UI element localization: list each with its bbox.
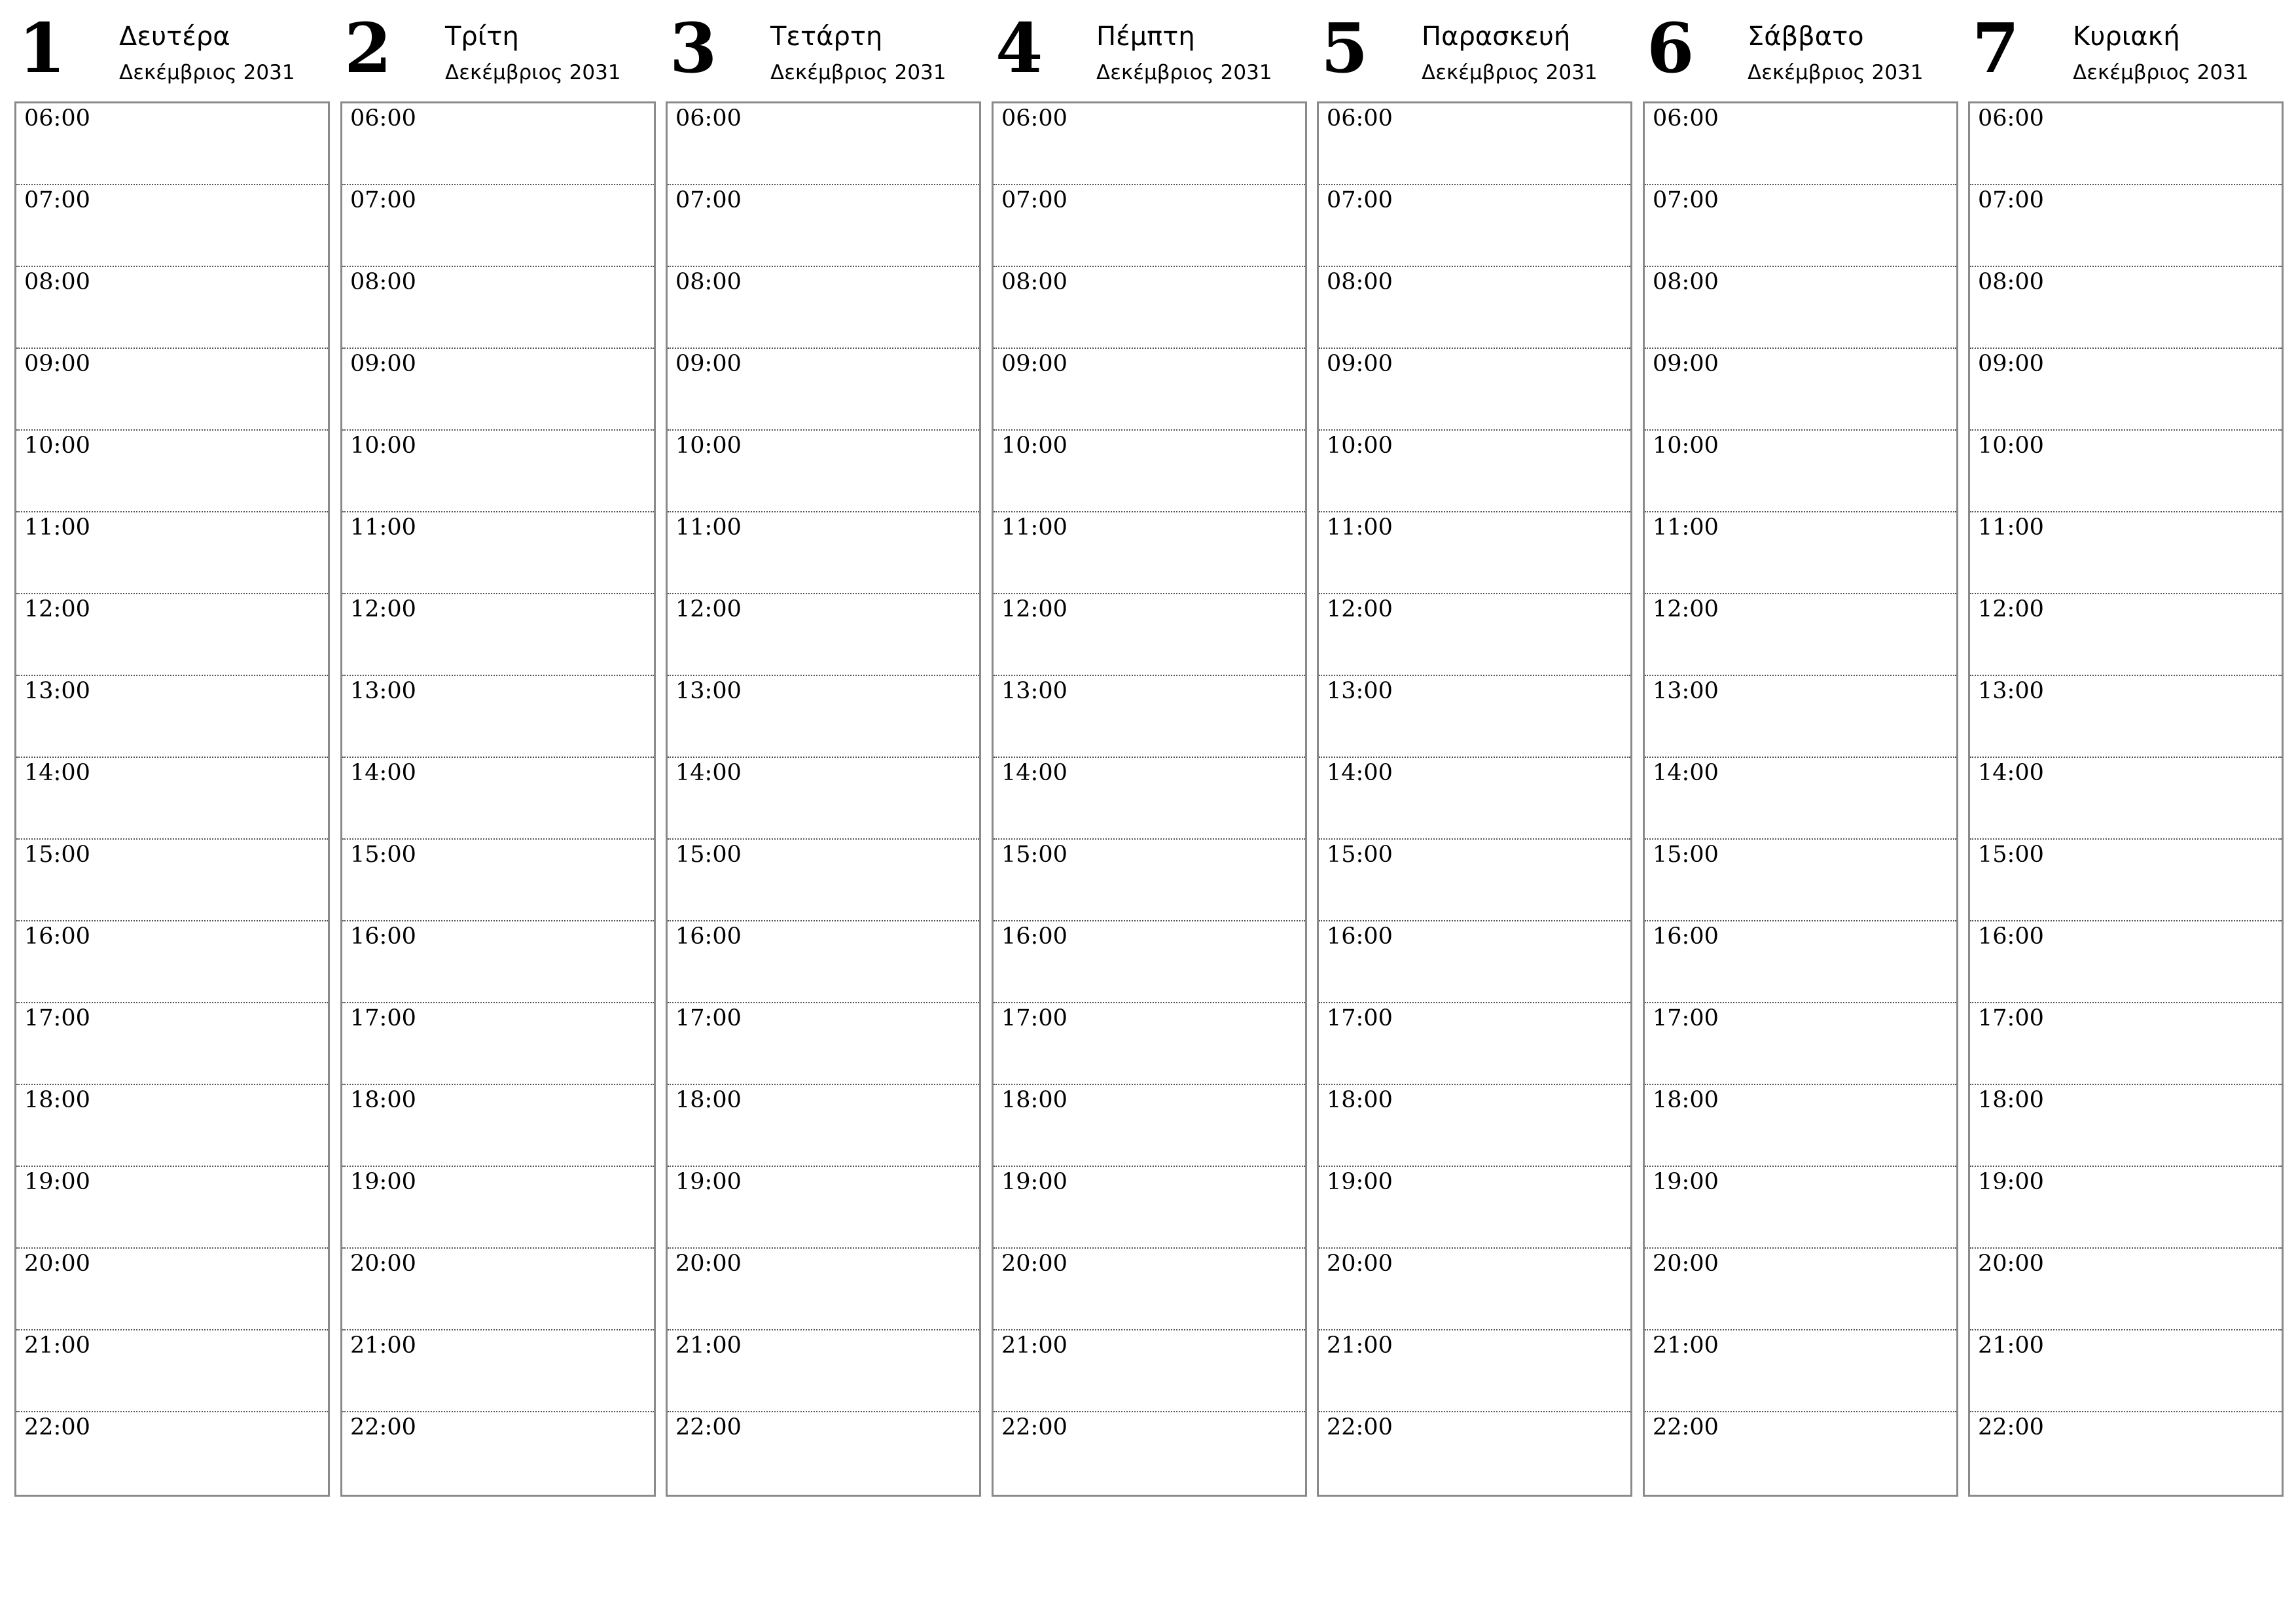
hour-slot[interactable]	[1319, 431, 1630, 512]
hour-label: 18:00	[1653, 1087, 1719, 1113]
hour-slot[interactable]	[668, 103, 979, 185]
hour-label: 11:00	[1978, 514, 2044, 541]
hour-slot[interactable]	[16, 1003, 328, 1085]
hour-label: 11:00	[350, 514, 416, 541]
hour-slot[interactable]	[1970, 840, 2282, 921]
hour-label: 17:00	[1653, 1005, 1719, 1031]
hour-label: 07:00	[24, 187, 90, 213]
hour-label: 13:00	[1327, 678, 1393, 704]
hour-slot[interactable]	[1970, 349, 2282, 431]
hour-slot[interactable]	[1645, 267, 1956, 349]
day-month-label: Δεκέμβριος 2031	[1096, 61, 1272, 84]
day-header	[666, 0, 980, 98]
hour-slot[interactable]	[1970, 1085, 2282, 1167]
hour-label: 18:00	[24, 1087, 90, 1113]
hour-label: 07:00	[675, 187, 742, 213]
hour-slot[interactable]	[1970, 431, 2282, 512]
hour-slot[interactable]	[16, 512, 328, 594]
hour-label: 10:00	[350, 433, 416, 459]
hour-slot[interactable]	[342, 676, 654, 758]
hour-slot[interactable]	[668, 1167, 979, 1249]
hour-slot[interactable]	[668, 267, 979, 349]
hour-label: 16:00	[1001, 923, 1067, 950]
day-number: 4	[996, 8, 1043, 88]
hour-label: 20:00	[675, 1251, 742, 1277]
hour-label: 09:00	[675, 351, 742, 377]
hour-slot[interactable]	[668, 1085, 979, 1167]
hour-slot[interactable]	[1645, 1003, 1956, 1085]
day-schedule-box	[1643, 101, 1958, 1497]
day-header	[1643, 0, 1957, 98]
hour-slot[interactable]	[1645, 1412, 1956, 1495]
hour-slot[interactable]	[994, 1412, 1305, 1495]
hour-label: 12:00	[1653, 596, 1719, 622]
hour-slot[interactable]	[668, 512, 979, 594]
hour-label: 08:00	[1978, 269, 2044, 295]
day-schedule-box	[1968, 101, 2284, 1497]
hour-slot[interactable]	[342, 1330, 654, 1412]
hour-label: 13:00	[350, 678, 416, 704]
hour-label: 19:00	[1001, 1169, 1067, 1195]
hour-label: 14:00	[350, 760, 416, 786]
hour-slot[interactable]	[668, 921, 979, 1003]
hour-label: 13:00	[1001, 678, 1067, 704]
hour-label: 11:00	[675, 514, 742, 541]
hour-slot[interactable]	[342, 349, 654, 431]
hour-slot[interactable]	[342, 1249, 654, 1330]
hour-slot[interactable]	[16, 840, 328, 921]
hour-slot[interactable]	[1319, 921, 1630, 1003]
day-month-label: Δεκέμβριος 2031	[1422, 61, 1598, 84]
hour-label: 13:00	[1653, 678, 1719, 704]
hour-label: 20:00	[1001, 1251, 1067, 1277]
hour-label: 16:00	[24, 923, 90, 950]
hour-label: 15:00	[1001, 842, 1067, 868]
hour-label: 16:00	[1653, 923, 1719, 950]
hour-slot[interactable]	[994, 267, 1305, 349]
hour-label: 18:00	[1001, 1087, 1067, 1113]
hour-label: 07:00	[1978, 187, 2044, 213]
hour-label: 22:00	[1327, 1414, 1393, 1440]
hour-slot[interactable]	[1970, 185, 2282, 267]
hour-label: 12:00	[1327, 596, 1393, 622]
hour-slot[interactable]	[1645, 921, 1956, 1003]
hour-label: 21:00	[675, 1332, 742, 1359]
hour-slot[interactable]	[668, 1003, 979, 1085]
hour-slot[interactable]	[16, 594, 328, 676]
day-schedule-box	[992, 101, 1307, 1497]
hour-label: 14:00	[1001, 760, 1067, 786]
hour-slot[interactable]	[1970, 594, 2282, 676]
hour-label: 06:00	[1001, 105, 1067, 132]
hour-label: 10:00	[1653, 433, 1719, 459]
hour-slot[interactable]	[668, 1412, 979, 1495]
hour-slot[interactable]	[342, 103, 654, 185]
day-month-label: Δεκέμβριος 2031	[119, 61, 295, 84]
hour-slot[interactable]	[1970, 1003, 2282, 1085]
hour-label: 08:00	[1653, 269, 1719, 295]
day-number: 5	[1321, 8, 1369, 88]
hour-slot[interactable]	[994, 349, 1305, 431]
hour-slot[interactable]	[1970, 1249, 2282, 1330]
hour-slot[interactable]	[16, 103, 328, 185]
hour-slot[interactable]	[994, 676, 1305, 758]
hour-slot[interactable]	[1319, 758, 1630, 840]
hour-slot[interactable]	[16, 267, 328, 349]
hour-slot[interactable]	[342, 1167, 654, 1249]
hour-slot[interactable]	[1970, 267, 2282, 349]
day-column	[1317, 0, 1631, 1505]
day-month-label: Δεκέμβριος 2031	[2073, 61, 2249, 84]
hour-slot[interactable]	[994, 1003, 1305, 1085]
hour-label: 21:00	[24, 1332, 90, 1359]
hour-slot[interactable]	[1970, 758, 2282, 840]
hour-slot[interactable]	[16, 921, 328, 1003]
hour-label: 12:00	[350, 596, 416, 622]
hour-label: 06:00	[1653, 105, 1719, 132]
hour-label: 22:00	[24, 1414, 90, 1440]
hour-slot[interactable]	[342, 1085, 654, 1167]
hour-label: 13:00	[24, 678, 90, 704]
hour-label: 15:00	[1653, 842, 1719, 868]
hour-label: 22:00	[1653, 1414, 1719, 1440]
hour-label: 07:00	[1001, 187, 1067, 213]
hour-label: 20:00	[1327, 1251, 1393, 1277]
hour-slot[interactable]	[1645, 1330, 1956, 1412]
hour-label: 07:00	[1327, 187, 1393, 213]
hour-label: 20:00	[24, 1251, 90, 1277]
day-header	[1968, 0, 2282, 98]
hour-label: 16:00	[675, 923, 742, 950]
hour-slot[interactable]	[342, 267, 654, 349]
day-month-label: Δεκέμβριος 2031	[770, 61, 946, 84]
hour-slot[interactable]	[1319, 512, 1630, 594]
hour-label: 06:00	[24, 105, 90, 132]
hour-slot[interactable]	[1319, 1003, 1630, 1085]
hour-label: 12:00	[675, 596, 742, 622]
hour-slot[interactable]	[668, 676, 979, 758]
hour-label: 08:00	[24, 269, 90, 295]
hour-label: 10:00	[1001, 433, 1067, 459]
hour-slot[interactable]	[1970, 1167, 2282, 1249]
hour-label: 10:00	[675, 433, 742, 459]
hour-label: 10:00	[24, 433, 90, 459]
hour-label: 20:00	[1653, 1251, 1719, 1277]
hour-slot[interactable]	[16, 676, 328, 758]
hour-label: 12:00	[24, 596, 90, 622]
day-column	[992, 0, 1306, 1505]
hour-label: 12:00	[1001, 596, 1067, 622]
hour-slot[interactable]	[994, 840, 1305, 921]
hour-slot[interactable]	[1645, 431, 1956, 512]
day-number: 6	[1647, 8, 1695, 88]
hour-label: 15:00	[1327, 842, 1393, 868]
hour-label: 06:00	[675, 105, 742, 132]
hour-slot[interactable]	[994, 512, 1305, 594]
day-name: Τετάρτη	[770, 22, 883, 52]
hour-label: 22:00	[675, 1414, 742, 1440]
hour-label: 13:00	[675, 678, 742, 704]
day-header	[340, 0, 655, 98]
hour-label: 18:00	[350, 1087, 416, 1113]
hour-label: 18:00	[675, 1087, 742, 1113]
hour-label: 19:00	[350, 1169, 416, 1195]
day-name: Πέμπτη	[1096, 22, 1195, 52]
hour-slot[interactable]	[1319, 1085, 1630, 1167]
hour-label: 09:00	[24, 351, 90, 377]
hour-label: 14:00	[675, 760, 742, 786]
hour-slot[interactable]	[994, 103, 1305, 185]
hour-label: 17:00	[1978, 1005, 2044, 1031]
hour-label: 15:00	[1978, 842, 2044, 868]
day-schedule-box	[666, 101, 981, 1497]
hour-label: 14:00	[1978, 760, 2044, 786]
hour-label: 15:00	[350, 842, 416, 868]
hour-label: 19:00	[1653, 1169, 1719, 1195]
hour-slot[interactable]	[668, 349, 979, 431]
hour-label: 18:00	[1327, 1087, 1393, 1113]
hour-label: 19:00	[675, 1169, 742, 1195]
hour-label: 09:00	[1978, 351, 2044, 377]
hour-label: 08:00	[350, 269, 416, 295]
hour-slot[interactable]	[1970, 921, 2282, 1003]
hour-slot[interactable]	[1645, 1085, 1956, 1167]
hour-slot[interactable]	[342, 840, 654, 921]
day-number: 3	[670, 8, 717, 88]
hour-label: 14:00	[24, 760, 90, 786]
hour-slot[interactable]	[1645, 1249, 1956, 1330]
hour-slot[interactable]	[1970, 1412, 2282, 1495]
hour-label: 09:00	[1653, 351, 1719, 377]
day-column	[666, 0, 980, 1505]
hour-slot[interactable]	[1319, 594, 1630, 676]
hour-label: 21:00	[350, 1332, 416, 1359]
hour-label: 11:00	[1653, 514, 1719, 541]
hour-label: 17:00	[24, 1005, 90, 1031]
hour-slot[interactable]	[994, 431, 1305, 512]
hour-slot[interactable]	[16, 349, 328, 431]
hour-slot[interactable]	[342, 1412, 654, 1495]
hour-slot[interactable]	[342, 185, 654, 267]
day-column	[14, 0, 329, 1505]
hour-label: 12:00	[1978, 596, 2044, 622]
hour-slot[interactable]	[668, 431, 979, 512]
hour-label: 16:00	[1327, 923, 1393, 950]
hour-slot[interactable]	[1319, 267, 1630, 349]
hour-label: 13:00	[1978, 678, 2044, 704]
hour-slot[interactable]	[1645, 103, 1956, 185]
hour-slot[interactable]	[342, 758, 654, 840]
day-month-label: Δεκέμβριος 2031	[1748, 61, 1924, 84]
hour-label: 09:00	[350, 351, 416, 377]
day-column	[340, 0, 655, 1505]
day-name: Σάββατο	[1748, 22, 1864, 52]
hour-slot[interactable]	[994, 1330, 1305, 1412]
day-month-label: Δεκέμβριος 2031	[445, 61, 621, 84]
hour-slot[interactable]	[342, 431, 654, 512]
hour-slot[interactable]	[994, 1249, 1305, 1330]
hour-label: 19:00	[24, 1169, 90, 1195]
hour-label: 07:00	[350, 187, 416, 213]
hour-slot[interactable]	[1645, 594, 1956, 676]
hour-slot[interactable]	[668, 758, 979, 840]
hour-slot[interactable]	[1319, 103, 1630, 185]
hour-slot[interactable]	[342, 1003, 654, 1085]
hour-slot[interactable]	[994, 921, 1305, 1003]
hour-label: 20:00	[1978, 1251, 2044, 1277]
hour-slot[interactable]	[994, 185, 1305, 267]
hour-slot[interactable]	[1645, 1167, 1956, 1249]
hour-label: 21:00	[1653, 1332, 1719, 1359]
hour-label: 10:00	[1327, 433, 1393, 459]
hour-label: 19:00	[1978, 1169, 2044, 1195]
hour-label: 17:00	[350, 1005, 416, 1031]
hour-label: 06:00	[1327, 105, 1393, 132]
hour-slot[interactable]	[1645, 349, 1956, 431]
hour-slot[interactable]	[16, 1249, 328, 1330]
hour-slot[interactable]	[1319, 1249, 1630, 1330]
day-schedule-box	[14, 101, 330, 1497]
hour-slot[interactable]	[1970, 676, 2282, 758]
hour-label: 06:00	[350, 105, 416, 132]
hour-slot[interactable]	[1970, 1330, 2282, 1412]
hour-slot[interactable]	[668, 1330, 979, 1412]
hour-slot[interactable]	[1319, 840, 1630, 921]
hour-slot[interactable]	[1319, 1167, 1630, 1249]
hour-label: 19:00	[1327, 1169, 1393, 1195]
day-header	[992, 0, 1306, 98]
hour-slot[interactable]	[994, 758, 1305, 840]
hour-slot[interactable]	[1645, 512, 1956, 594]
hour-label: 17:00	[675, 1005, 742, 1031]
hour-label: 06:00	[1978, 105, 2044, 132]
hour-label: 15:00	[675, 842, 742, 868]
hour-label: 17:00	[1001, 1005, 1067, 1031]
weekly-planner	[14, 0, 2284, 1505]
hour-label: 11:00	[24, 514, 90, 541]
hour-slot[interactable]	[16, 1330, 328, 1412]
hour-slot[interactable]	[16, 431, 328, 512]
hour-label: 21:00	[1978, 1332, 2044, 1359]
hour-slot[interactable]	[16, 1412, 328, 1495]
hour-slot[interactable]	[1319, 1412, 1630, 1495]
hour-label: 09:00	[1327, 351, 1393, 377]
hour-label: 08:00	[1001, 269, 1067, 295]
day-schedule-box	[340, 101, 656, 1497]
hour-label: 20:00	[350, 1251, 416, 1277]
day-number: 1	[18, 8, 66, 88]
hour-label: 14:00	[1653, 760, 1719, 786]
day-number: 2	[344, 8, 392, 88]
day-header	[1317, 0, 1631, 98]
hour-label: 21:00	[1327, 1332, 1393, 1359]
day-number: 7	[1972, 8, 2020, 88]
hour-label: 10:00	[1978, 433, 2044, 459]
hour-label: 22:00	[1978, 1414, 2044, 1440]
hour-slot[interactable]	[668, 594, 979, 676]
day-name: Κυριακή	[2073, 22, 2180, 52]
hour-slot[interactable]	[994, 594, 1305, 676]
hour-label: 21:00	[1001, 1332, 1067, 1359]
hour-slot[interactable]	[1319, 676, 1630, 758]
day-column	[1643, 0, 1957, 1505]
hour-label: 17:00	[1327, 1005, 1393, 1031]
hour-label: 22:00	[350, 1414, 416, 1440]
hour-slot[interactable]	[994, 1167, 1305, 1249]
hour-slot[interactable]	[342, 594, 654, 676]
hour-slot[interactable]	[1645, 185, 1956, 267]
day-name: Παρασκευή	[1422, 22, 1571, 52]
hour-slot[interactable]	[1645, 758, 1956, 840]
hour-slot[interactable]	[1970, 103, 2282, 185]
hour-slot[interactable]	[16, 185, 328, 267]
hour-label: 16:00	[1978, 923, 2044, 950]
hour-label: 18:00	[1978, 1087, 2044, 1113]
hour-slot[interactable]	[668, 1249, 979, 1330]
hour-slot[interactable]	[1970, 512, 2282, 594]
hour-label: 11:00	[1001, 514, 1067, 541]
day-name: Δευτέρα	[119, 22, 230, 52]
hour-slot[interactable]	[668, 185, 979, 267]
hour-slot[interactable]	[342, 921, 654, 1003]
hour-slot[interactable]	[1645, 840, 1956, 921]
day-name: Τρίτη	[445, 22, 519, 52]
hour-slot[interactable]	[1645, 676, 1956, 758]
hour-slot[interactable]	[994, 1085, 1305, 1167]
hour-slot[interactable]	[1319, 185, 1630, 267]
day-column	[1968, 0, 2282, 1505]
hour-label: 08:00	[675, 269, 742, 295]
hour-slot[interactable]	[1319, 1330, 1630, 1412]
hour-slot[interactable]	[16, 1167, 328, 1249]
hour-slot[interactable]	[1319, 349, 1630, 431]
hour-label: 11:00	[1327, 514, 1393, 541]
hour-slot[interactable]	[16, 1085, 328, 1167]
hour-label: 16:00	[350, 923, 416, 950]
hour-label: 14:00	[1327, 760, 1393, 786]
day-header	[14, 0, 329, 98]
hour-label: 07:00	[1653, 187, 1719, 213]
day-schedule-box	[1317, 101, 1632, 1497]
hour-slot[interactable]	[668, 840, 979, 921]
hour-slot[interactable]	[16, 758, 328, 840]
hour-slot[interactable]	[342, 512, 654, 594]
hour-label: 15:00	[24, 842, 90, 868]
hour-label: 09:00	[1001, 351, 1067, 377]
hour-label: 22:00	[1001, 1414, 1067, 1440]
hour-label: 08:00	[1327, 269, 1393, 295]
